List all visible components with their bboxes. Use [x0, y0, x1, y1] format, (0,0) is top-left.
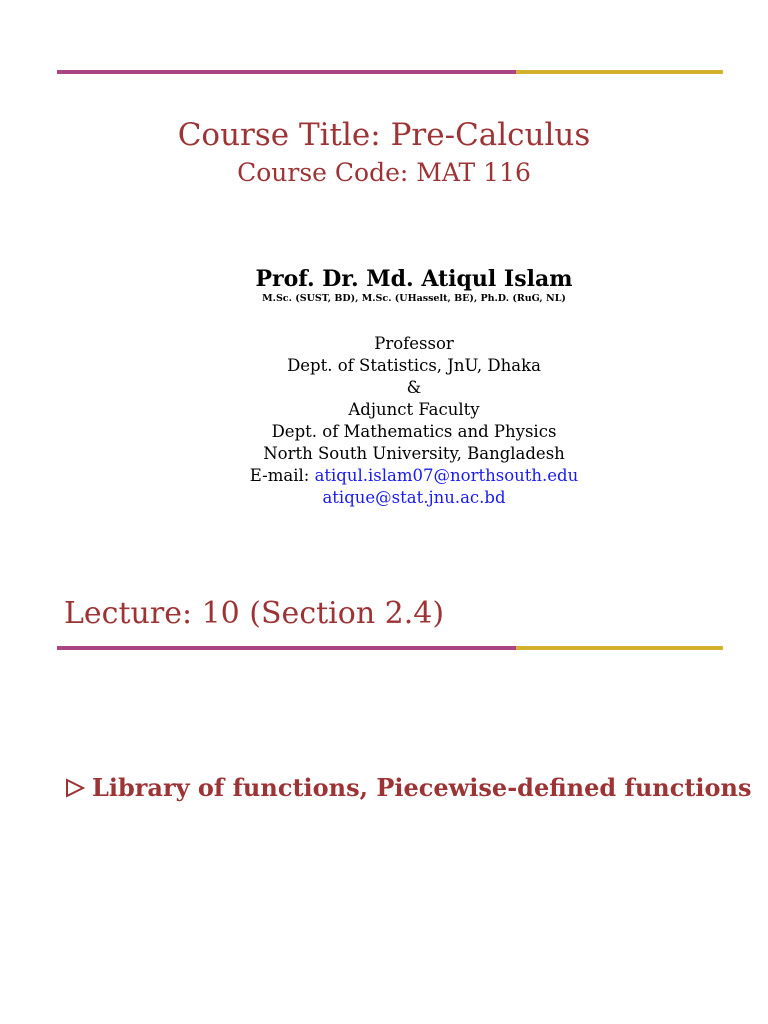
university-name: North South University, Bangladesh — [263, 444, 565, 463]
top-divider — [57, 70, 723, 74]
topic-list-item — [64, 770, 752, 806]
top-divider-accent-segment — [516, 70, 723, 74]
instructor-degrees: M.Sc. (SUST, BD), M.Sc. (UHasselt, BE), Ph.D. (RuG, NL) — [262, 293, 566, 304]
email-row-2 — [30, 487, 768, 509]
topic-text: Library of functions, Piecewise-defined functions — [92, 773, 752, 802]
triangle-right-outline-icon — [64, 777, 86, 799]
email-label: E-mail: — [249, 466, 315, 485]
department-statistics: Dept. of Statistics, JnU, Dhaka — [287, 356, 541, 375]
position-adjunct: Adjunct Faculty — [348, 400, 480, 419]
bottom-divider-accent-segment — [516, 646, 723, 650]
ampersand: & — [406, 378, 422, 397]
instructor-name: Prof. Dr. Md. Atiqul Islam — [255, 266, 573, 292]
course-title: Course Title: Pre-Calculus — [177, 117, 591, 153]
top-divider-primary-segment — [57, 70, 516, 74]
bottom-divider — [57, 646, 723, 650]
bottom-divider-primary-segment — [57, 646, 516, 650]
email-link-northsouth[interactable]: atiqul.islam07@northsouth.edu — [314, 466, 579, 485]
lecture-title: Lecture: 10 (Section 2.4) — [64, 596, 445, 631]
email-link-jnu[interactable]: atique@stat.jnu.ac.bd — [322, 488, 506, 507]
email-row — [30, 465, 768, 487]
department-math-physics: Dept. of Mathematics and Physics — [271, 422, 557, 441]
course-code: Course Code: MAT 116 — [237, 158, 531, 187]
instructor-affiliation — [30, 333, 768, 509]
position-professor: Professor — [374, 334, 454, 353]
